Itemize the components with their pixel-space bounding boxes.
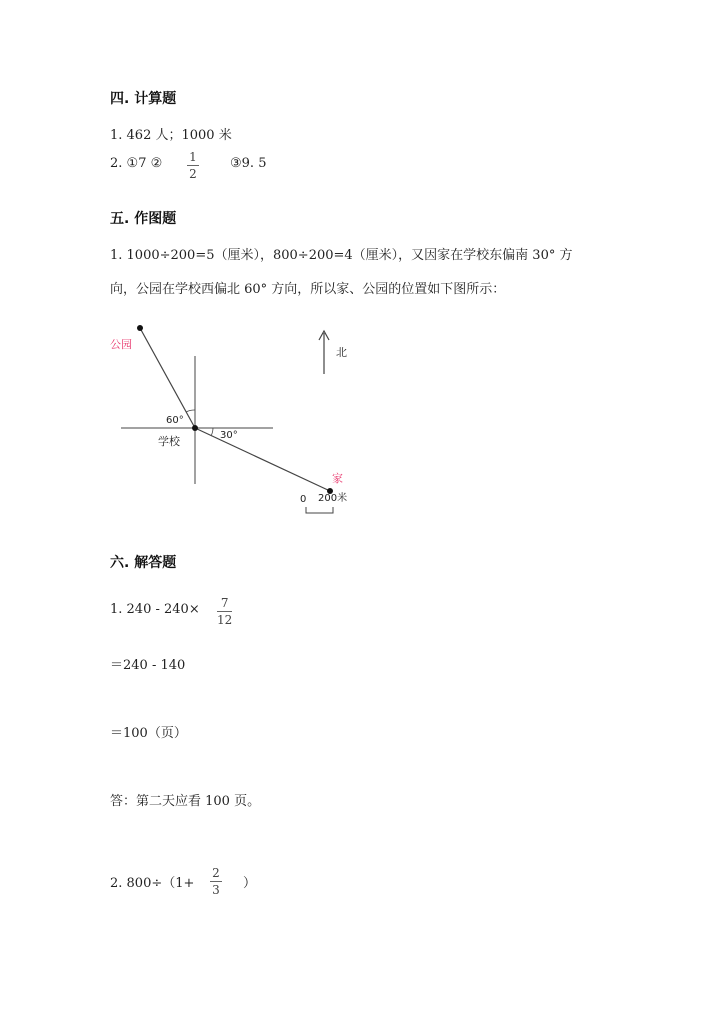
school-label: 学校 [158,435,180,448]
school-point [192,425,198,431]
section-4-title: 四. 计算题 [110,91,177,107]
section-5-line-1: 1. 1000÷200=5（厘米），800÷200=4（厘米），又因家在学校东偏南 30° 方 [110,248,573,263]
angle-30-arc [211,428,213,436]
fraction-seven-twelfths [217,596,232,627]
scale-bar [306,507,333,513]
section-6-title: 六. 解答题 [110,555,177,571]
q2-prefix: 2. 800÷（1+ [110,876,195,891]
park-label: 公园 [110,338,132,351]
q1-prefix: 1. 240 - 240× [110,602,200,617]
q1-step-1: ＝240 - 140 [110,658,186,673]
fraction-numerator: 1 [189,150,197,164]
section-5-line-2: 向，公园在学校西偏北 60° 方向，所以家、公园的位置如下图所示： [110,282,506,297]
fraction-two-thirds [210,866,222,897]
park-point [137,325,143,331]
section-4-line-2-prefix: 2. ①7 ② [110,156,163,171]
angle-60-arc [186,410,195,412]
north-label: 北 [336,346,347,359]
q2-suffix: ） [243,876,257,891]
section-4-line-2-suffix: ③9. 5 [230,156,267,171]
school-to-home-line [195,428,330,491]
fraction-numerator: 7 [220,596,229,610]
section-5-title: 五. 作图题 [110,211,177,227]
q1-answer: 答：第二天应看 100 页。 [110,794,261,809]
school-to-park-line [140,328,195,428]
fraction-bar [217,611,232,612]
fraction-numerator: 2 [212,866,220,880]
scale-zero-label: 0 [300,494,307,505]
fraction-denominator: 2 [189,167,197,181]
fraction-denominator: 3 [212,883,220,897]
home-label: 家 [332,472,343,485]
q1-step-2: ＝100（页） [110,726,187,741]
section-4-line-1: 1. 462 人；1000 米 [110,128,232,143]
fraction-bar [210,881,222,882]
angle-30-label: 30° [220,430,238,441]
scale-length-label: 200米 [318,493,348,504]
angle-60-label: 60° [166,415,184,426]
fraction-denominator: 12 [217,613,233,627]
